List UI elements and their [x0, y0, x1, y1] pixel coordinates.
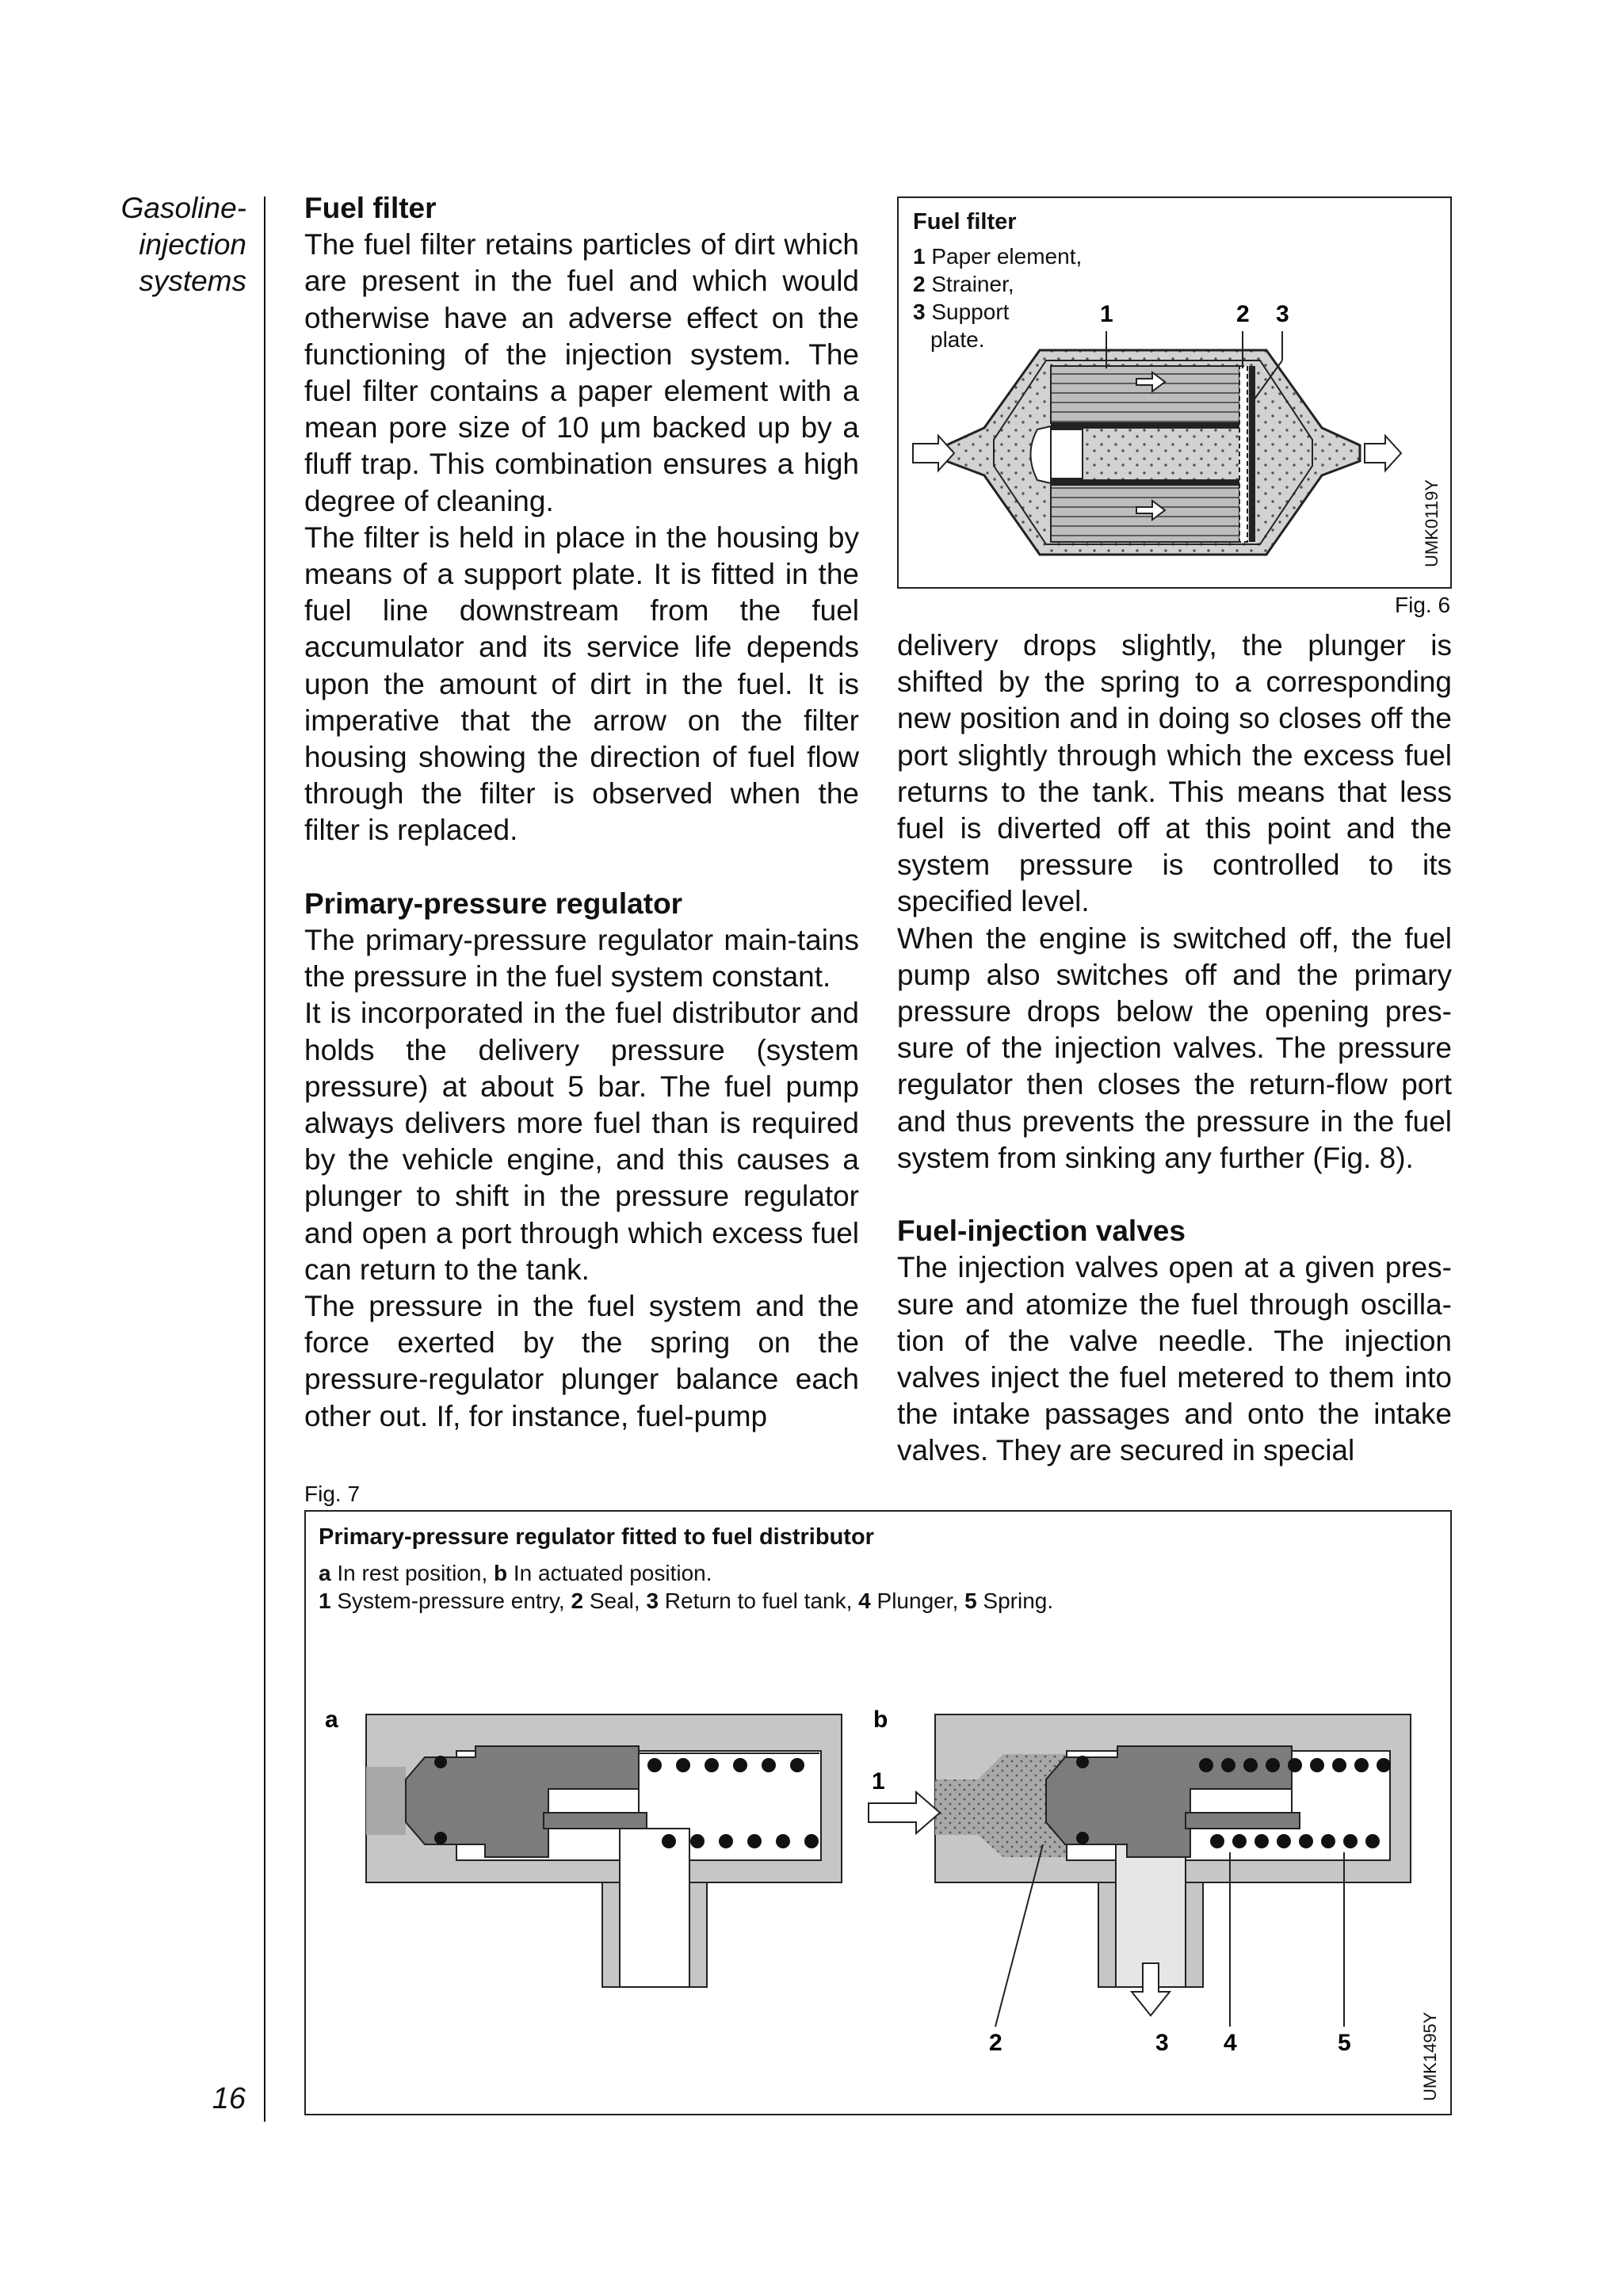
fuel-filter-diagram: [899, 198, 1450, 587]
regulator-actuated-position: [869, 1714, 1411, 2027]
paragraph: The filter is held in place in the housing by means of a support plate. It is fitted in the fuel line downstream from the fuel accumulator and its service life depends upon the amount of dirt in the fuel. It is imperative that the arrow on the filter housing showing the direction of fuel flow through the filter is observed when the filter is replaced.: [304, 521, 859, 847]
text-column-right: [897, 627, 1452, 1470]
figure-number: Fig. 6: [1395, 593, 1451, 617]
system-pressure-arrow-icon: [869, 1792, 940, 1833]
inlet-channel: [366, 1767, 406, 1835]
figure-code: UMK0119Y: [1422, 479, 1442, 567]
legend-item: 3 Support: [913, 299, 1010, 324]
callout-label: 2: [1236, 301, 1250, 327]
paragraph: The fuel filter retains particles of dirt which are present in the fuel and which would otherwise have an adverse effect on the functioning of the injection system. The fuel filter contains a paper element with a mean pore size of 10 µm backed up by a fluff trap. This combination ensures a high degree of cleaning.: [304, 228, 859, 517]
paper-element-top: [1051, 366, 1239, 423]
figure-title: Fuel filter: [913, 209, 1017, 235]
support-plate: [1249, 366, 1255, 542]
plunger-rod: [544, 1813, 647, 1829]
return-passage: [620, 1829, 689, 1987]
figure-title: Primary-pressure regulator fitted to fuel distributor: [319, 1524, 874, 1550]
paragraph: delivery drops slightly, the plunger is shifted by the spring to a corresponding new position and in doing so closes off the port slightly through which the excess fuel returns to the tank. This means that less fuel is diverted off at this point and the system pressure is controlled to its specified level.: [897, 629, 1452, 918]
callout-label: 3: [1276, 301, 1289, 327]
pressure-regulator-diagram: [306, 1512, 1450, 2114]
paragraph: It is incorporated in the fuel distributor and holds the delivery pressure (system pressure) at about 5 bar. The fuel pump always delivers more fuel than is required by the vehicle engine, and this causes a plunger to shift in the pressure regulator and open a port through which excess fuel can return to the tank.: [304, 997, 859, 1286]
legend-line: a In rest position, b In actuated position.: [319, 1561, 712, 1585]
callout-label: 5: [1338, 2030, 1351, 2056]
plunger-rod: [1186, 1813, 1300, 1829]
flow-arrow-icon: [913, 436, 954, 471]
legend-item: 2 Strainer,: [913, 272, 1014, 296]
legend-item-cont: plate.: [930, 327, 985, 352]
figure-code: UMK1495Y: [1420, 2012, 1440, 2101]
strainer: [1239, 366, 1247, 542]
section-label-line: systems: [139, 265, 246, 297]
heading-primary-pressure-regulator: Primary-pressure regulator: [304, 887, 683, 920]
callout-label: 1: [872, 1768, 885, 1794]
callout-label: 2: [989, 2030, 1002, 2056]
paper-element-core-wall-bottom: [1051, 479, 1239, 485]
legend-item: 1 Paper element,: [913, 244, 1083, 269]
section-label-line: injection: [139, 228, 246, 261]
heading-fuel-injection-valves: Fuel-injection valves: [897, 1215, 1186, 1248]
flow-arrow-icon: [1365, 436, 1401, 471]
filter-core: [1051, 429, 1083, 479]
page-number: 16: [212, 2082, 246, 2115]
section-label: [76, 190, 246, 299]
margin-rule: [264, 196, 265, 2122]
paragraph: The pressure in the fuel system and the force exerted by the spring on the pressure-regulator plunger balance each other out. If, for instance, fuel-pump: [304, 1290, 859, 1432]
text-column-left: [304, 190, 859, 1435]
paragraph: When the engine is switched off, the fuel pump also switches off and the primary pressure drops below the opening pres-sure of the injection valves. The pressure regulator then closes the return-flow port and thus prevents the pressure in the fuel system from sinking any further (Fig. 8).: [897, 921, 1452, 1174]
view-label: a: [325, 1707, 338, 1733]
section-label-line: Gasoline-: [120, 192, 246, 224]
spring-seat: [639, 1753, 819, 1754]
paragraph: The injection valves open at a given pres-sure and atomize the fuel through oscilla-tion of the valve needle. The injection valves inject the fuel metered to them into the intake passages and onto the intake valves. They are secured in special: [897, 1251, 1452, 1467]
paper-element-core-wall-top: [1051, 423, 1239, 429]
view-label: b: [873, 1707, 888, 1733]
callout-label: 1: [1100, 301, 1113, 327]
figure-number: Fig. 7: [304, 1482, 361, 1506]
legend-line: 1 System-pressure entry, 2 Seal, 3 Return to fuel tank, 4 Plunger, 5 Spring.: [319, 1589, 1054, 1613]
paragraph: The primary-pressure regulator main-tains the pressure in the fuel system constant.: [304, 924, 859, 994]
figure-6: [897, 196, 1452, 589]
callout-label: 3: [1155, 2030, 1169, 2056]
heading-fuel-filter: Fuel filter: [304, 192, 437, 224]
figure-7: [304, 1510, 1452, 2115]
callout-label: 4: [1224, 2030, 1237, 2056]
regulator-rest-position: [366, 1714, 842, 1987]
